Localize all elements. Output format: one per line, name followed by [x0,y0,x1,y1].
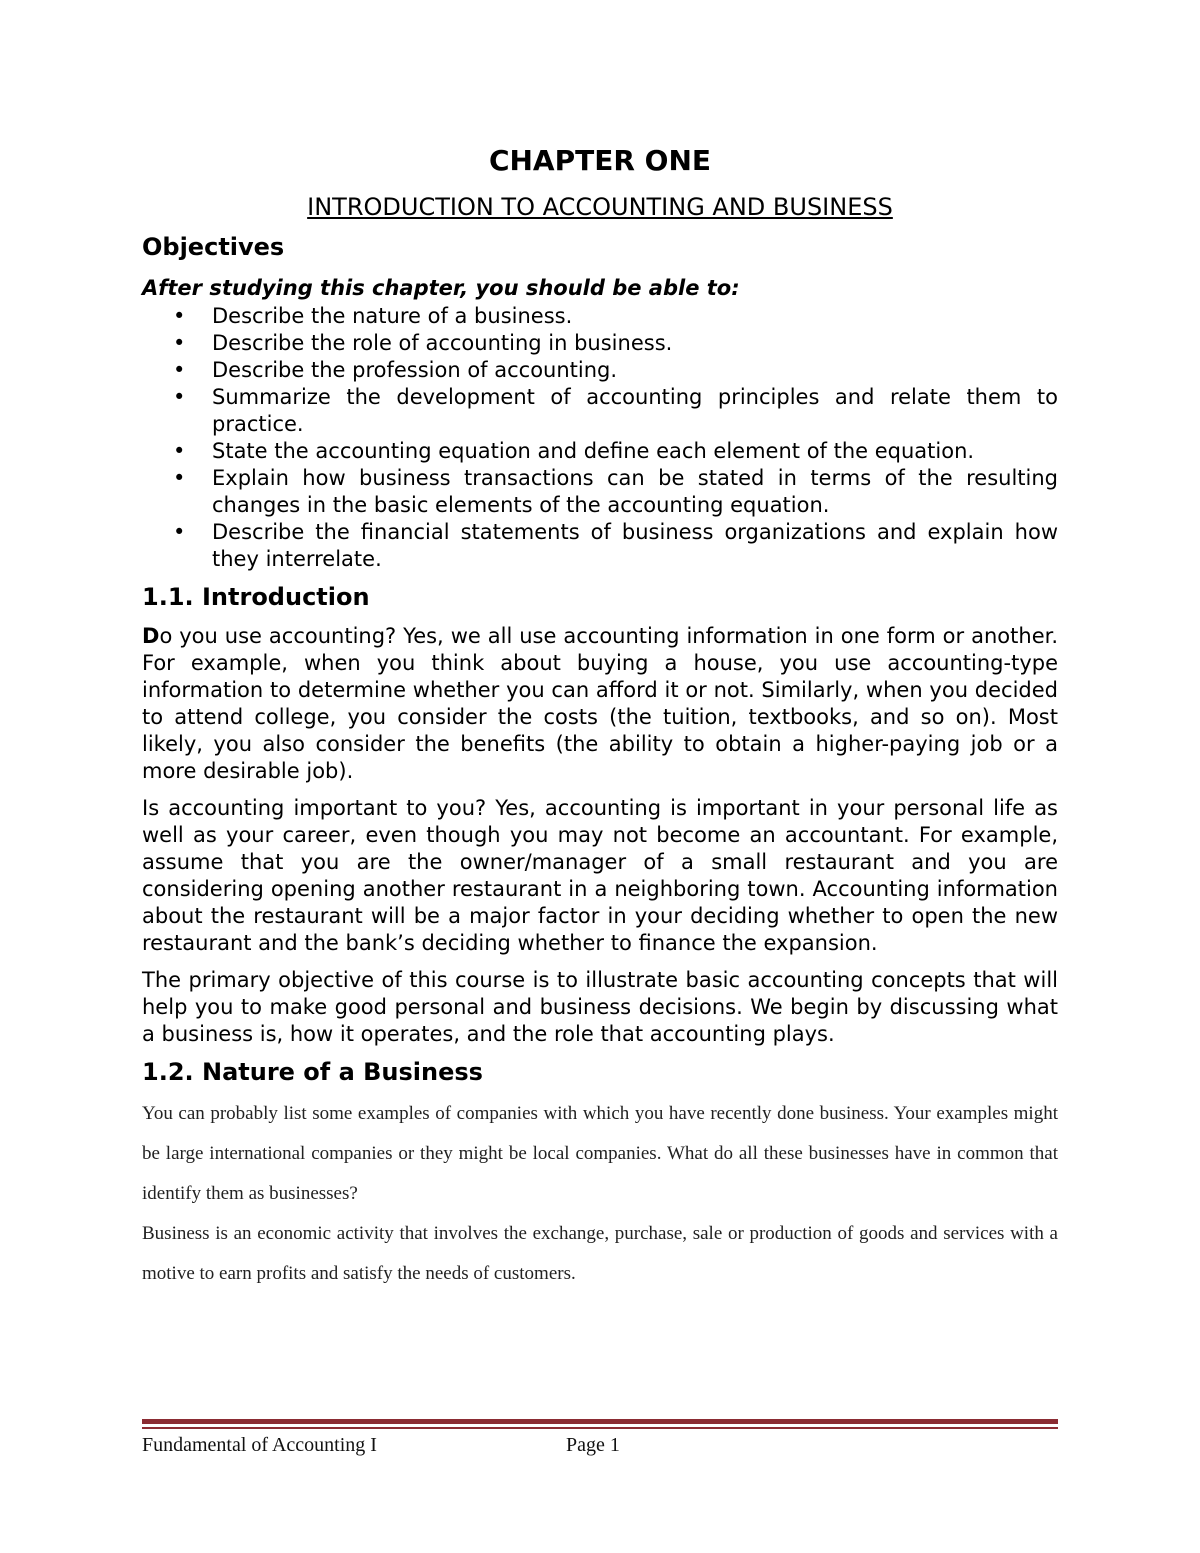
nature-paragraph-2: Business is an economic activity that involves the exchange, purchase, sale or production of goods and services with a motive to earn profits and satisfy the needs of customers. [142,1223,1058,1284]
bullet-icon: • [173,304,186,328]
objective-text: Describe the role of accounting in business. [212,331,673,355]
bullet-icon: • [173,466,186,490]
chapter-title: CHAPTER ONE [488,144,712,177]
bullet-icon: • [173,385,186,409]
section-heading-nature-of-business: 1.2. Nature of a Business [142,1058,483,1086]
paragraph-text: o you use accounting? Yes, we all use accounting information in one form or another. For example, when you think about buying a house, you use accounting-type information to determine whether you can afford it or not. Similarly, when you decided to attend college, you consider the costs (the tuition, textbooks, and so on). Most likely, you also consider the benefits (the ability to obtain a higher-paying job or a more desirable job). [142,624,1058,783]
section-heading-introduction: 1.1. Introduction [142,583,370,611]
list-item [173,357,1058,384]
intro-paragraph-3: The primary objective of this course is to illustrate basic accounting concepts that will help you to make good personal and business decisions. We begin by discussing what a business is, how it operates, and the role that accounting plays. [142,968,1058,1046]
objective-text: Explain how business transactions can be stated in terms of the resulting changes in the basic elements of the accounting equation. [212,466,1058,517]
list-item [173,519,1058,573]
intro-paragraph-2: Is accounting important to you? Yes, accounting is important in your personal life as well as your career, even though you may not become an accountant. For example, assume that you are the owner/manager of a small restaurant and you are considering opening another restaurant in a neighboring town. Accounting information about the restaurant will be a major factor in your deciding whether to open the new restaurant and the bank’s deciding whether to finance the expansion. [142,796,1058,955]
bullet-icon: • [173,331,186,355]
chapter-subtitle: INTRODUCTION TO ACCOUNTING AND BUSINESS [307,193,893,221]
bullet-icon: • [173,520,186,544]
objective-text: Summarize the development of accounting principles and relate them to practice. [212,385,1058,436]
footer-course-title: Fundamental of Accounting I [142,1434,377,1456]
list-item [173,303,1058,330]
page-content [142,141,1058,1294]
objective-text: Describe the nature of a business. [212,304,573,328]
list-item [173,330,1058,357]
drop-letter: D [142,624,160,648]
bullet-icon: • [173,439,186,463]
list-item [173,384,1058,438]
list-item [173,438,1058,465]
objective-text: Describe the profession of accounting. [212,358,618,382]
intro-paragraph-1 [142,623,1058,785]
footer-divider [142,1419,1058,1429]
footer-divider-thin [142,1427,1058,1429]
bullet-icon: • [173,358,186,382]
list-item [173,465,1058,519]
objectives-heading: Objectives [142,233,285,261]
footer-divider-thick [142,1419,1058,1424]
footer-page-number: Page 1 [566,1434,620,1456]
objectives-list [142,303,1058,573]
nature-paragraph-1: You can probably list some examples of companies with which you have recently done business. Your examples might be large international companies or they might be local companies. What do all these businesses have in common that identify them as businesses? [142,1103,1058,1204]
objective-text: State the accounting equation and define each element of the equation. [212,439,975,463]
objectives-intro: After studying this chapter, you should be able to: [142,276,740,300]
objective-text: Describe the financial statements of business organizations and explain how they interrelate. [212,520,1058,571]
